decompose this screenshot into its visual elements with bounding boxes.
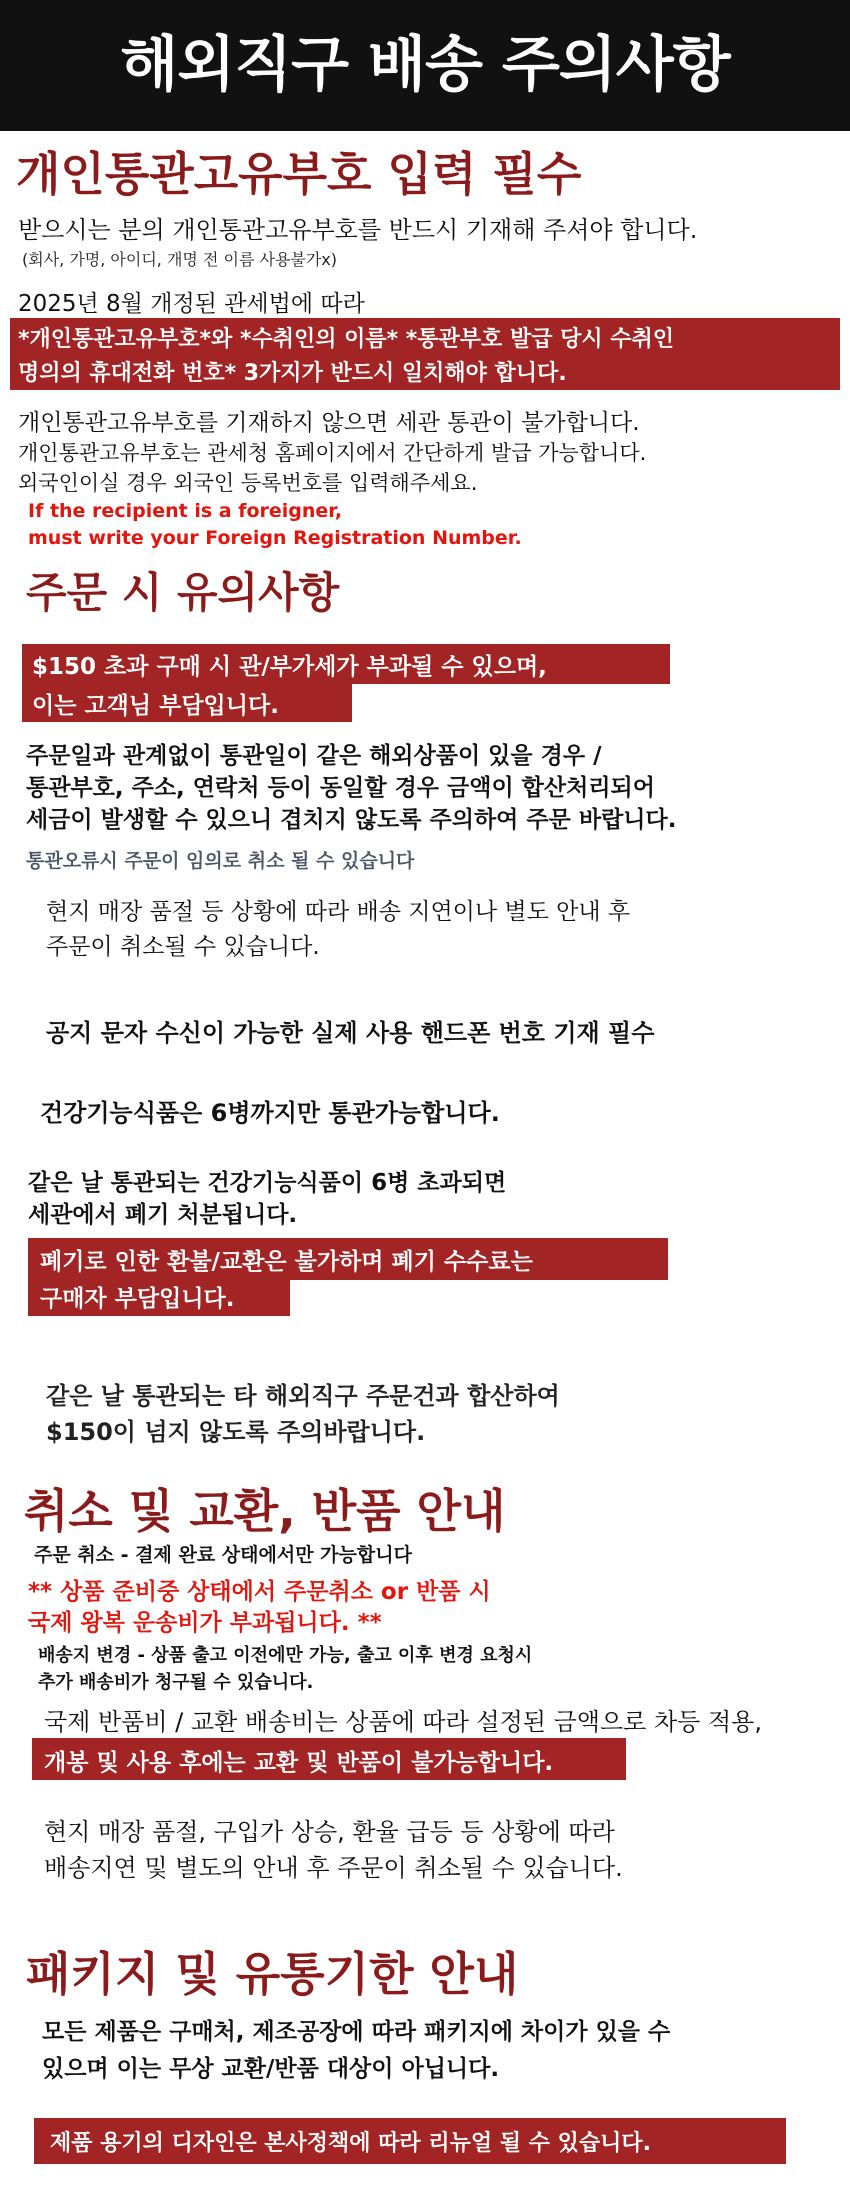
customs-line-4: 외국인이실 경우 외국인 등록번호를 입력해주세요. bbox=[18, 471, 478, 495]
customs-line-3: 개인통관고유부호는 관세청 홈페이지에서 간단하게 발급 가능합니다. bbox=[18, 441, 647, 465]
order-p1-line-3: 세금이 발생할 수 있으니 겹치지 않도록 주의하여 주문 바랍니다. bbox=[26, 807, 677, 833]
order-p2-line-2: 주문이 취소될 수 있습니다. bbox=[46, 934, 320, 960]
order-p3: 공지 문자 수신이 가능한 실제 사용 핸드폰 번호 기재 필수 bbox=[46, 1019, 655, 1047]
cancel-warning-line-2: 국제 왕복 운송비가 부과됩니다. ** bbox=[28, 1610, 382, 1636]
order-p5-line-2: 세관에서 폐기 처분됩니다. bbox=[28, 1202, 298, 1228]
customs-line-1: 받으시는 분의 개인통관고유부호를 반드시 기재해 주셔야 합니다. bbox=[18, 216, 698, 244]
order-tax-highlight-line-2: 이는 고객님 부담입니다. bbox=[32, 693, 279, 719]
order-dispose-highlight-line-1: 폐기로 인한 환불/교환은 불가하며 폐기 수수료는 bbox=[40, 1249, 533, 1275]
order-dispose-highlight-line-2: 구매자 부담입니다. bbox=[40, 1286, 235, 1312]
cancel-line-5-2: 배송지연 및 별도의 안내 후 주문이 취소될 수 있습니다. bbox=[44, 1854, 623, 1882]
customs-english-line-2: must write your Foreign Registration Number. bbox=[28, 527, 522, 549]
order-p5-line-1: 같은 날 통관되는 건강기능식품이 6병 초과되면 bbox=[28, 1170, 507, 1196]
section-heading-cancel: 취소 및 교환, 반품 안내 bbox=[24, 1484, 506, 1538]
order-p6-line-2: $150이 넘지 않도록 주의바랍니다. bbox=[46, 1418, 426, 1446]
order-p2-line-1: 현지 매장 품절 등 상황에 따라 배송 지연이나 별도 안내 후 bbox=[46, 899, 631, 925]
cancel-line-4: 국제 반품비 / 교환 배송비는 상품에 따라 설정된 금액으로 차등 적용, bbox=[44, 1708, 762, 1736]
package-footer-highlight: 제품 용기의 디자인은 본사정책에 따라 리뉴얼 될 수 있습니다. bbox=[50, 2131, 651, 2156]
customs-note: (회사, 가명, 아이디, 개명 전 이름 사용불가x) bbox=[22, 250, 338, 269]
order-tax-highlight-line-1: $150 초과 구매 시 관/부가세가 부과될 수 있으며, bbox=[32, 654, 547, 680]
customs-law-highlight-line-1: *개인통관고유부호*와 *수취인의 이름* *통관부호 발급 당시 수취인 bbox=[18, 327, 675, 352]
customs-law-intro: 2025년 8월 개정된 관세법에 따라 bbox=[18, 291, 365, 317]
section-heading-customs: 개인통관고유부호 입력 필수 bbox=[16, 147, 582, 201]
section-heading-order: 주문 시 유의사항 bbox=[26, 568, 340, 617]
cancel-highlight-line: 개봉 및 사용 후에는 교환 및 반품이 불가능합니다. bbox=[44, 1750, 554, 1776]
customs-english-line-1: If the recipient is a foreigner, bbox=[28, 500, 343, 522]
section-heading-package: 패키지 및 유통기한 안내 bbox=[26, 1947, 519, 2001]
cancel-line-5-1: 현지 매장 품절, 구입가 상승, 환율 급등 등 상황에 따라 bbox=[44, 1818, 615, 1846]
order-p1-line-1: 주문일과 관계없이 통관일이 같은 해외상품이 있을 경우 / bbox=[26, 743, 602, 769]
page-title-banner: 해외직구 배송 주의사항 bbox=[0, 0, 850, 131]
order-p6-line-1: 같은 날 통관되는 타 해외직구 주문건과 합산하여 bbox=[46, 1382, 560, 1410]
order-p4: 건강기능식품은 6병까지만 통관가능합니다. bbox=[40, 1099, 500, 1127]
package-line-1: 모든 제품은 구매처, 제조공장에 따라 패키지에 차이가 있을 수 bbox=[42, 2019, 671, 2045]
customs-line-2: 개인통관고유부호를 기재하지 않으면 세관 통관이 불가합니다. bbox=[18, 410, 640, 436]
cancel-line-1: 주문 취소 - 결제 완료 상태에서만 가능합니다 bbox=[34, 1544, 412, 1566]
customs-law-highlight-line-2: 명의의 휴대전화 번호* 3가지가 반드시 일치해야 합니다. bbox=[18, 361, 567, 386]
cancel-line-3-2: 추가 배송비가 청구될 수 있습니다. bbox=[38, 1672, 314, 1693]
order-error-note: 통관오류시 주문이 임의로 취소 될 수 있습니다 bbox=[26, 850, 415, 872]
cancel-line-3-1: 배송지 변경 - 상품 출고 이전에만 가능, 출고 이후 변경 요청시 bbox=[38, 1645, 533, 1666]
order-p1-line-2: 통관부호, 주소, 연락처 등이 동일할 경우 금액이 합산처리되어 bbox=[26, 775, 655, 801]
cancel-warning-line-1: ** 상품 준비중 상태에서 주문취소 or 반품 시 bbox=[28, 1579, 491, 1605]
package-line-2: 있으며 이는 무상 교환/반품 대상이 아닙니다. bbox=[42, 2056, 500, 2082]
